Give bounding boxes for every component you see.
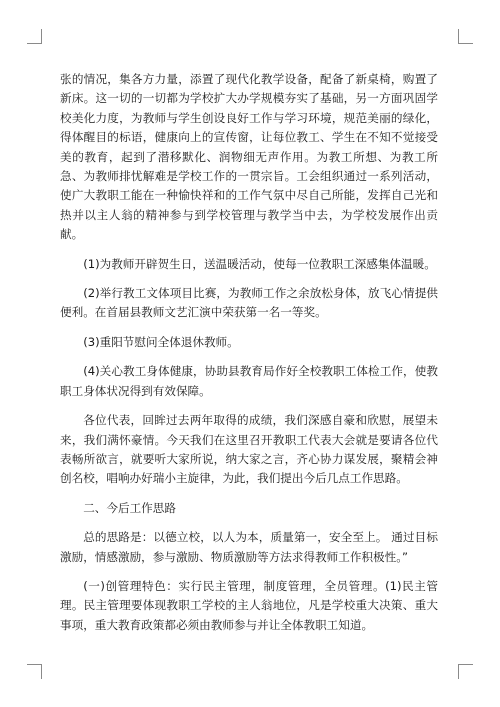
paragraph-item-1: (1)为教师开辟贺生日，送温暖活动，使每一位教职工深感集体温暖。 [83, 256, 436, 271]
crop-mark-bottom-left [27, 664, 42, 679]
paragraph-continuation: 张的情况，集各方力量，添置了现代化教学设备，配备了新桌椅，购置了新床。这一切的一切都为学校扩大办学规模夯实了基础，另一方面巩固学校美化力度，为教师与学生创设良好工作与学习环境，规范美丽的绿化，得体醒目的标语，健康向上的宣传窗，让每位教工、学生在不知不觉接受美的教育，起到了潜移默化、润物细无声作用。为教工所想、为教工所急、为教师排忧解难是学校工作的一贯宗旨。工会组织通过一系列活动，使广大教职工能在一种愉快祥和的工作气氛中尽自己所能，发挥自己光和热并以主人翁的精神参与到学校管理与教学当中去，为学校发展作出贡献。 [60, 72, 438, 242]
paragraph-item-2: (2)举行教工文体项目比赛，为教师工作之余放松身体，放飞心情提供便利。在首届县教师文艺汇演中荣获第一名一等奖。 [60, 286, 438, 320]
document-body [60, 70, 438, 635]
paragraph-overall-approach: 总的思路是：以德立校，以人为本，质量第一，安全至上。 通过目标激励，情感激励，参与激励、物质激励等方法求得教师工作积极性。” [60, 530, 438, 564]
paragraph-management: (一)创管理特色：实行民主管理，制度管理，全员管理。(1)民主管理。民主管理要体现教职工学校的主人翁地位，凡是学校重大决策、重大事项，重大教育政策都必须由教师参与并让全体教职工知道。 [60, 578, 438, 632]
crop-mark-top-left [27, 29, 42, 44]
paragraph-representatives: 各位代表，回眸过去两年取得的成绩，我们深感自豪和欣慰，展望未来，我们满怀豪情。今天我们在这里召开教职工代表大会就是要请各位代表畅所欲言，就要听大家所说，纳大家之言，齐心协力谋发展，聚精会神创名校，唱响办好瑞小主旋律，为此，我们提出今后几点工作思路。 [60, 413, 438, 486]
paragraph-item-4: (4)关心教工身体健康，协助县教育局作好全校教职工体检工作，使教职工身体状况得到有效保障。 [60, 364, 438, 398]
crop-mark-bottom-right [458, 664, 473, 679]
crop-mark-top-right [458, 29, 473, 44]
section-heading: 二、今后工作思路 [83, 500, 176, 515]
paragraph-item-3: (3)重阳节慰问全体退休教师。 [83, 334, 239, 349]
